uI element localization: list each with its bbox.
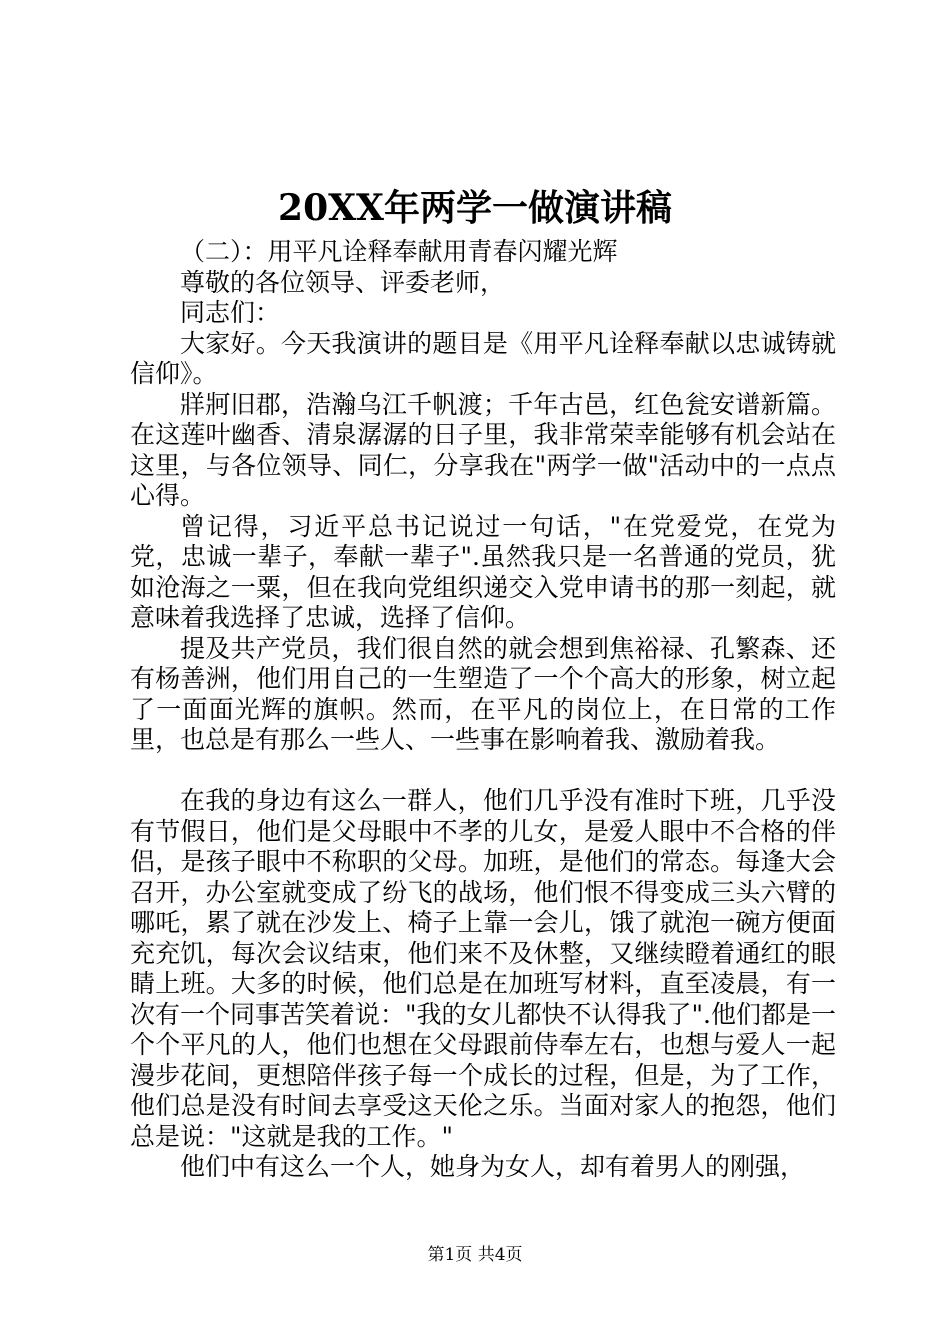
blank-line [130, 756, 836, 787]
document-body [130, 237, 836, 1183]
page-number-footer: 第1页 共4页 [427, 1245, 523, 1265]
paragraph: 他们中有这么一个人，她身为女人，却有着男人的刚强， [180, 1152, 806, 1181]
paragraph: 大家好。今天我演讲的题目是《用平凡诠释奉献以忠诚铸就信仰》。 [130, 328, 836, 388]
paragraph: 尊敬的各位领导、评委老师， [180, 267, 506, 297]
paragraph: 牂牁旧郡，浩瀚乌江千帆渡；千年古邑，红色瓮安谱新篇。在这莲叶幽香、清泉潺潺的日子里，我非常荣幸能够有机会站在这里，与各位领导、同仁，分享我在"两学一做"活动中的一点点心得。 [130, 389, 836, 510]
paragraph: 提及共产党员，我们很自然的就会想到焦裕禄、孔繁森、还有杨善洲，他们用自己的一生塑造了一个个高大的形象，树立起了一面面光辉的旗帜。然而，在平凡的岗位上，在日常的工作里，也总是有那么一些人、一些事在影响着我、激励着我。 [130, 633, 836, 754]
document-title: 20XX年两学一做演讲稿 [278, 187, 672, 229]
paragraph: 曾记得，习近平总书记说过一句话，"在党爱党，在党为党，忠诚一辈子，奉献一辈子".虽然我只是一名普通的党员，犹如沧海之一粟，但在我向党组织递交入党申请书的那一刻起，就意味着我选择了忠诚，选择了信仰。 [130, 511, 836, 632]
paragraph: 在我的身边有这么一群人，他们几乎没有准时下班，几乎没有节假日，他们是父母眼中不孝的儿女，是爱人眼中不合格的伴侣，是孩子眼中不称职的父母。加班，是他们的常态。每逢大会召开，办公室就变成了纷飞的战场，他们恨不得变成三头六臂的哪吒，累了就在沙发上、椅子上靠一会儿，饿了就泡一碗方便面充充饥，每次会议结束，他们来不及休整，又继续瞪着通红的眼睛上班。大多的时候，他们总是在加班写材料，直至凌晨，有一次有一个同事苦笑着说："我的女儿都快不认得我了".他们都是一个个平凡的人，他们也想在父母跟前侍奉左右，也想与爱人一起漫步花间，更想陪伴孩子每一个成长的过程，但是，为了工作，他们总是没有时间去享受这天伦之乐。当面对家人的抱怨，他们总是说："这就是我的工作。" [130, 786, 836, 1151]
paragraph: （二）：用平凡诠释奉献用青春闪耀光辉 [180, 237, 618, 266]
paragraph: 同志们： [180, 298, 281, 327]
